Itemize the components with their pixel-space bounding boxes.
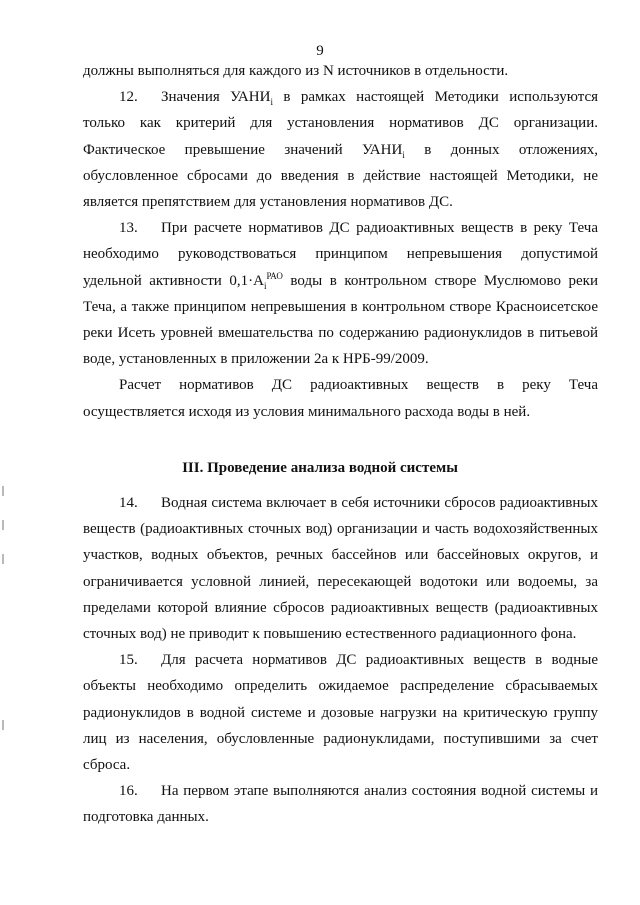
section-heading: III. Проведение анализа водной системы [182, 460, 458, 476]
paragraph-15 [83, 647, 598, 778]
paragraph-number: 14. [119, 495, 138, 511]
superscript-rao: РАО [266, 270, 283, 281]
paragraph-15-text: Для расчета нормативов ДС радиоактивных веществ в водные объекты необходимо определить ожидаемое распределение сбрасываемых радионуклидов в водной системе и дозовые нагрузки на критическую группу лиц из населения, обусловленные радионуклидами, поступившими за счет сброса. [83, 652, 598, 774]
paragraph-16-text: На первом этапе выполняются анализ состояния водной системы и подготовка данных. [83, 783, 598, 826]
paragraph-13 [83, 215, 598, 372]
paragraph-13-continuation: Расчет нормативов ДС радиоактивных веществ в реку Теча осуществляется исходя из условия минимального расхода воды в ней. [83, 377, 598, 420]
paragraph-13-text-b: воды в контрольном створе Муслюмово реки Теча, а также принципом непревышения в контрольном створе Красноисетское реки Исеть уровней вмешательства по содержанию радионуклидов в питьевой воде, установленных в приложении 2а к НРБ-99/2009. [83, 272, 598, 368]
paragraph-12-text-c: в донных отложениях, обусловленное сбросами до введения в действие настоящей Методики, не является препятствием для установления нормативов ДС. [83, 141, 598, 211]
intro-line: должны выполняться для каждого из N источников в отдельности. [83, 63, 509, 79]
paragraph-14-text: Водная система включает в себя источники сбросов радиоактивных веществ (радиоактивных сточных вод) организации и часть водохозяйственных участков, водных объектов, речных бассейнов или бассейновых округов, и ограничивается условной линией, пересекающей водотоки или водоемы, за пределами которой влияние сбросов радиоактивных веществ (радиоактивных сточных вод) не приводит к повышению естественного радиационного фона. [83, 495, 598, 643]
paragraph-12-text-b: в рамках настоящей Методики используются только как критерий для установления нормативов ДС организации. Фактическое превышение значений УАНИ [83, 89, 599, 158]
paragraph-12-text-a: Значения УАНИ [161, 89, 271, 106]
paragraph-number: 15. [119, 652, 138, 669]
paragraph-12 [83, 84, 598, 215]
scan-edge-marks [0, 0, 6, 905]
section-text-upper [83, 58, 598, 425]
page-number: 9 [316, 43, 324, 59]
paragraph-number: 12. [119, 89, 138, 106]
paragraph-number: 13. [119, 220, 138, 237]
section-text-lower [83, 490, 598, 831]
paragraph-13-text-a: При расчете нормативов ДС радиоактивных веществ в реку Теча необходимо руководствоваться принципом непревышения допустимой удельной активности 0,1·A [83, 220, 598, 289]
subscript-i: i [263, 280, 267, 291]
subscript-i: i [270, 97, 273, 108]
paragraph-number: 16. [119, 783, 138, 800]
paragraph-16 [83, 778, 598, 830]
subscript-i: i [402, 149, 405, 160]
paragraph-14 [83, 490, 598, 647]
